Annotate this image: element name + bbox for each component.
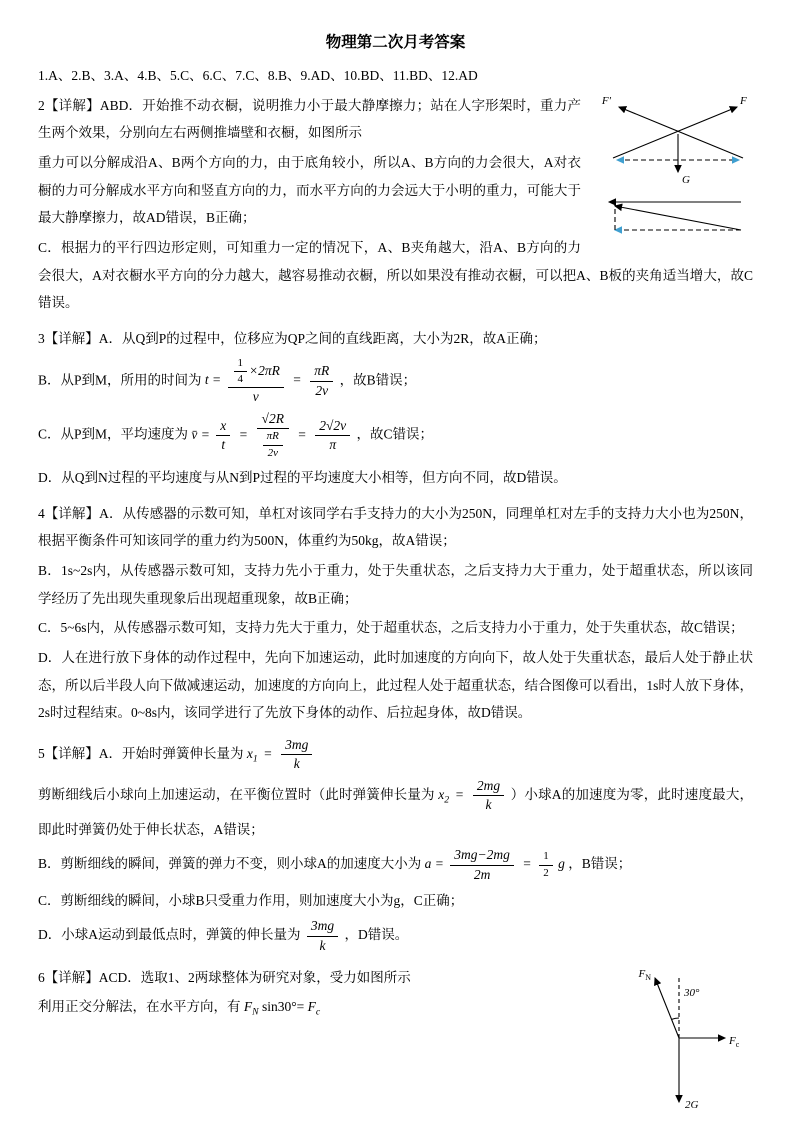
equals-sign: = <box>293 372 301 388</box>
leg-force-line-left <box>619 107 743 158</box>
q3-option-a: 3【详解】A．从Q到P的过程中，位移应为QP之间的直线距离，大小为2R，故A正确； <box>38 331 547 347</box>
q3b-formula <box>204 356 340 405</box>
angle-arc <box>672 1018 679 1019</box>
q4-option-c: C．5~6s内，从传感器示数可知，支持力先大于重力，处于超重状态，之后支持力小于重力，处于失重状态，故C错误； <box>38 620 744 636</box>
q5a2-text-post: ）小球A的加速度为零，此时速度最大，即此时弹簧仍处于伸长状态，A错误； <box>38 787 753 837</box>
q5b-text-pre: B．剪断细线的瞬间，弹簧的弹力不变，则小球A的加速度大小为 <box>38 856 422 872</box>
fraction <box>310 363 333 398</box>
q5-option-b <box>38 845 753 884</box>
fraction-numerator: 3mg−2mg <box>450 847 514 865</box>
variable-Fc: F <box>307 999 316 1015</box>
normal-force-arrow <box>655 978 679 1038</box>
equals-sign: = <box>455 787 464 803</box>
force-decomposition-diagram <box>593 192 753 238</box>
sin30-equals: sin30°= <box>261 999 305 1015</box>
q5a1-text-pre: 5【详解】A．开始时弹簧伸长量为 <box>38 745 244 761</box>
q6-text-pre: 利用正交分解法，在水平方向，有 <box>38 999 241 1015</box>
fraction <box>307 918 338 953</box>
subscript-c: c <box>315 1007 321 1019</box>
q3c-text-post: ，故C错误； <box>356 426 434 442</box>
q5-option-a-continued <box>38 776 753 843</box>
question-5-explanation <box>38 735 753 958</box>
q3b-lhs: t = <box>204 372 222 388</box>
q3b-text-pre: B．从P到M，所用的时间为 <box>38 372 202 388</box>
fraction-numerator: 2√2v <box>315 418 350 436</box>
nested-numerator: πR <box>263 430 283 445</box>
fraction-numerator: 3mg <box>281 737 312 755</box>
q3-option-c <box>38 409 753 462</box>
answer-key-line: 1.A、2.B、3.A、4.B、5.C、6.C、7.C、8.B、9.AD、10.BD、11.BD、12.AD <box>38 68 478 83</box>
fraction-numerator <box>228 357 284 388</box>
fraction-denominator: 2v <box>315 382 329 398</box>
equals-sign: = <box>239 426 248 442</box>
question-6-explanation <box>38 964 753 1118</box>
label-FN-sub: N <box>645 972 651 982</box>
equals-sign: = <box>298 426 306 442</box>
nested-fraction <box>234 357 248 386</box>
q5-option-a-start <box>38 735 753 774</box>
label-F-prime: F′ <box>601 94 611 107</box>
subscript-2: 2 <box>444 794 450 806</box>
q3c-formula <box>191 411 356 459</box>
q3-option-d: D．从Q到N过程的平均速度与从N到P过程的平均速度大小相等，但方向不同，故D错误。 <box>38 469 567 485</box>
equals-sign: = <box>523 856 531 872</box>
fraction-denominator: v <box>252 389 259 405</box>
q3b-text-post: ，故B错误； <box>339 372 417 388</box>
fraction-numerator: √2R <box>257 411 289 429</box>
label-F: F <box>740 94 747 107</box>
resultant-force-arrow <box>615 206 741 230</box>
fraction-denominator: t <box>221 437 226 453</box>
variable-g: g <box>558 856 565 872</box>
figure-q6 <box>613 964 753 1118</box>
q5d-text-pre: D．小球A运动到最低点时，弹簧的伸长量为 <box>38 927 301 943</box>
fraction-denominator: π <box>329 437 337 453</box>
subscript-1: 1 <box>252 753 258 765</box>
q4-option-a: 4【详解】A．从传感器的示数可知，单杠对该同学右手支持力的大小为250N，同理单杠对左手的支持力大小也为250N，根据平衡条件可知该同学的重力约为500N，体重约为50kg，故A错误； <box>38 505 753 549</box>
fraction-denominator: k <box>319 937 326 953</box>
fraction-denominator <box>257 429 289 459</box>
label-2G: 2G <box>685 1098 699 1111</box>
fraction-numerator: x <box>216 418 230 436</box>
numerator-rest: ×2πR <box>249 362 280 378</box>
q4-option-d: D．人在进行放下身体的动作过程中，先向下加速运动，此时加速度的方向向下，故人处于失重状态，最后人处于静止状态，所以后半段人向下做减速运动，加速度的方向向上，此过程人处于超重状态，结合图像可以看出，1s时人放下身体，2s时过程结束。0~8s内，该同学进行了先放下身体的动作、后拉起身体，故D错误。 <box>38 649 753 721</box>
q5b-formula <box>424 847 569 882</box>
fraction <box>257 411 289 460</box>
fraction <box>539 850 553 879</box>
fraction-denominator: k <box>293 756 300 772</box>
label-angle-30: 30° <box>684 986 700 999</box>
fraction-numerator: 2mg <box>473 778 504 796</box>
q4-option-b: B．1s~2s内，从传感器示数可知，支持力先小于重力，处于失重状态，之后支持力大于重力，处于超重状态，所以该同学经历了先出现失重现象后出现超重现象，故B正确； <box>38 562 753 606</box>
q5d-formula <box>304 918 345 953</box>
nested-denominator: 2v <box>267 446 278 459</box>
fraction <box>450 847 514 882</box>
q5a2-formula <box>438 778 510 813</box>
nested-numerator: 1 <box>234 357 248 372</box>
figure-q2 <box>593 94 753 238</box>
q6-line-1: 6【详解】ACD．选取1、2两球整体为研究对象，受力如图所示 <box>38 969 411 985</box>
q5a2-text-pre: 剪断细线后小球向上加速运动，在平衡位置时（此时弹簧伸长量为 <box>38 787 435 803</box>
fraction <box>228 357 284 406</box>
question-3-explanation <box>38 325 753 493</box>
q5b-text-post: ，B错误； <box>568 856 632 872</box>
q3c-text-pre: C．从P到M，平均速度为 <box>38 426 189 442</box>
label-Fc-main: F <box>729 1034 736 1047</box>
q2-paragraph-2: 重力可以分解成沿A、B两个方向的力，由于底角较小，所以A、B方向的力会很大，A对衣橱的力可分解成水平方向和竖直方向的力，而水平方向的力会远大于小明的重力，可能大于最大静摩擦力，故AD错误，B正确； <box>38 155 581 226</box>
fraction <box>281 737 312 772</box>
nested-denominator: 4 <box>237 372 244 385</box>
question-2-explanation <box>38 92 753 319</box>
label-FN-main: F <box>638 967 646 980</box>
equals-sign: = <box>264 745 272 761</box>
fraction-denominator: 2 <box>543 866 549 879</box>
q5-option-c: C．剪断细线的瞬间，小球B只受重力作用，则加速度大小为g，C正确； <box>38 892 464 908</box>
label-Fc-sub: c <box>735 1039 740 1049</box>
two-ball-force-diagram <box>613 964 753 1114</box>
nested-fraction <box>263 430 283 459</box>
question-4-explanation <box>38 500 753 729</box>
leg-force-line-right <box>613 107 737 158</box>
q6-formula <box>243 999 321 1019</box>
variable-x1: x <box>246 745 253 761</box>
label-G: G <box>682 173 690 186</box>
fraction-denominator: k <box>485 797 492 813</box>
q3-option-b <box>38 355 753 408</box>
page-title: 物理第二次月考答案 <box>325 34 466 51</box>
q5d-text-post: ，D错误。 <box>344 927 409 943</box>
q3c-lhs: v̄ = <box>191 426 210 442</box>
q5-option-d <box>38 916 753 955</box>
q2-paragraph-1: 2【详解】ABD．开始推不动衣橱，说明推力小于最大静摩擦力；站在人字形架时，重力产生两个效果，分别向左右两侧推墙壁和衣橱，如图所示 <box>38 97 581 141</box>
fraction-numerator: 1 <box>539 850 553 865</box>
variable-FN: F <box>243 999 253 1015</box>
label-FN <box>637 968 651 982</box>
q2-paragraph-3: C．根据力的平行四边形定则，可知重力一定的情况下，A、B夹角越大，沿A、B方向的力会很大，A对衣橱水平方向的分力越大，越容易推动衣橱，所以如果没有推动衣橱，可以把A、B板的夹角适当增大，故C错误。 <box>38 240 753 311</box>
fraction-denominator: 2m <box>473 866 491 882</box>
ladder-force-diagram <box>593 94 753 186</box>
fraction-numerator: πR <box>310 363 333 381</box>
fraction <box>216 418 230 453</box>
fraction <box>473 778 504 813</box>
subscript-N: N <box>252 1007 259 1019</box>
fraction <box>315 418 350 453</box>
label-Fc <box>728 1035 740 1049</box>
q5a1-formula <box>246 736 315 772</box>
variable-x2: x <box>438 787 445 803</box>
fraction-numerator: 3mg <box>307 918 338 936</box>
q5b-lhs: a = <box>424 856 444 872</box>
